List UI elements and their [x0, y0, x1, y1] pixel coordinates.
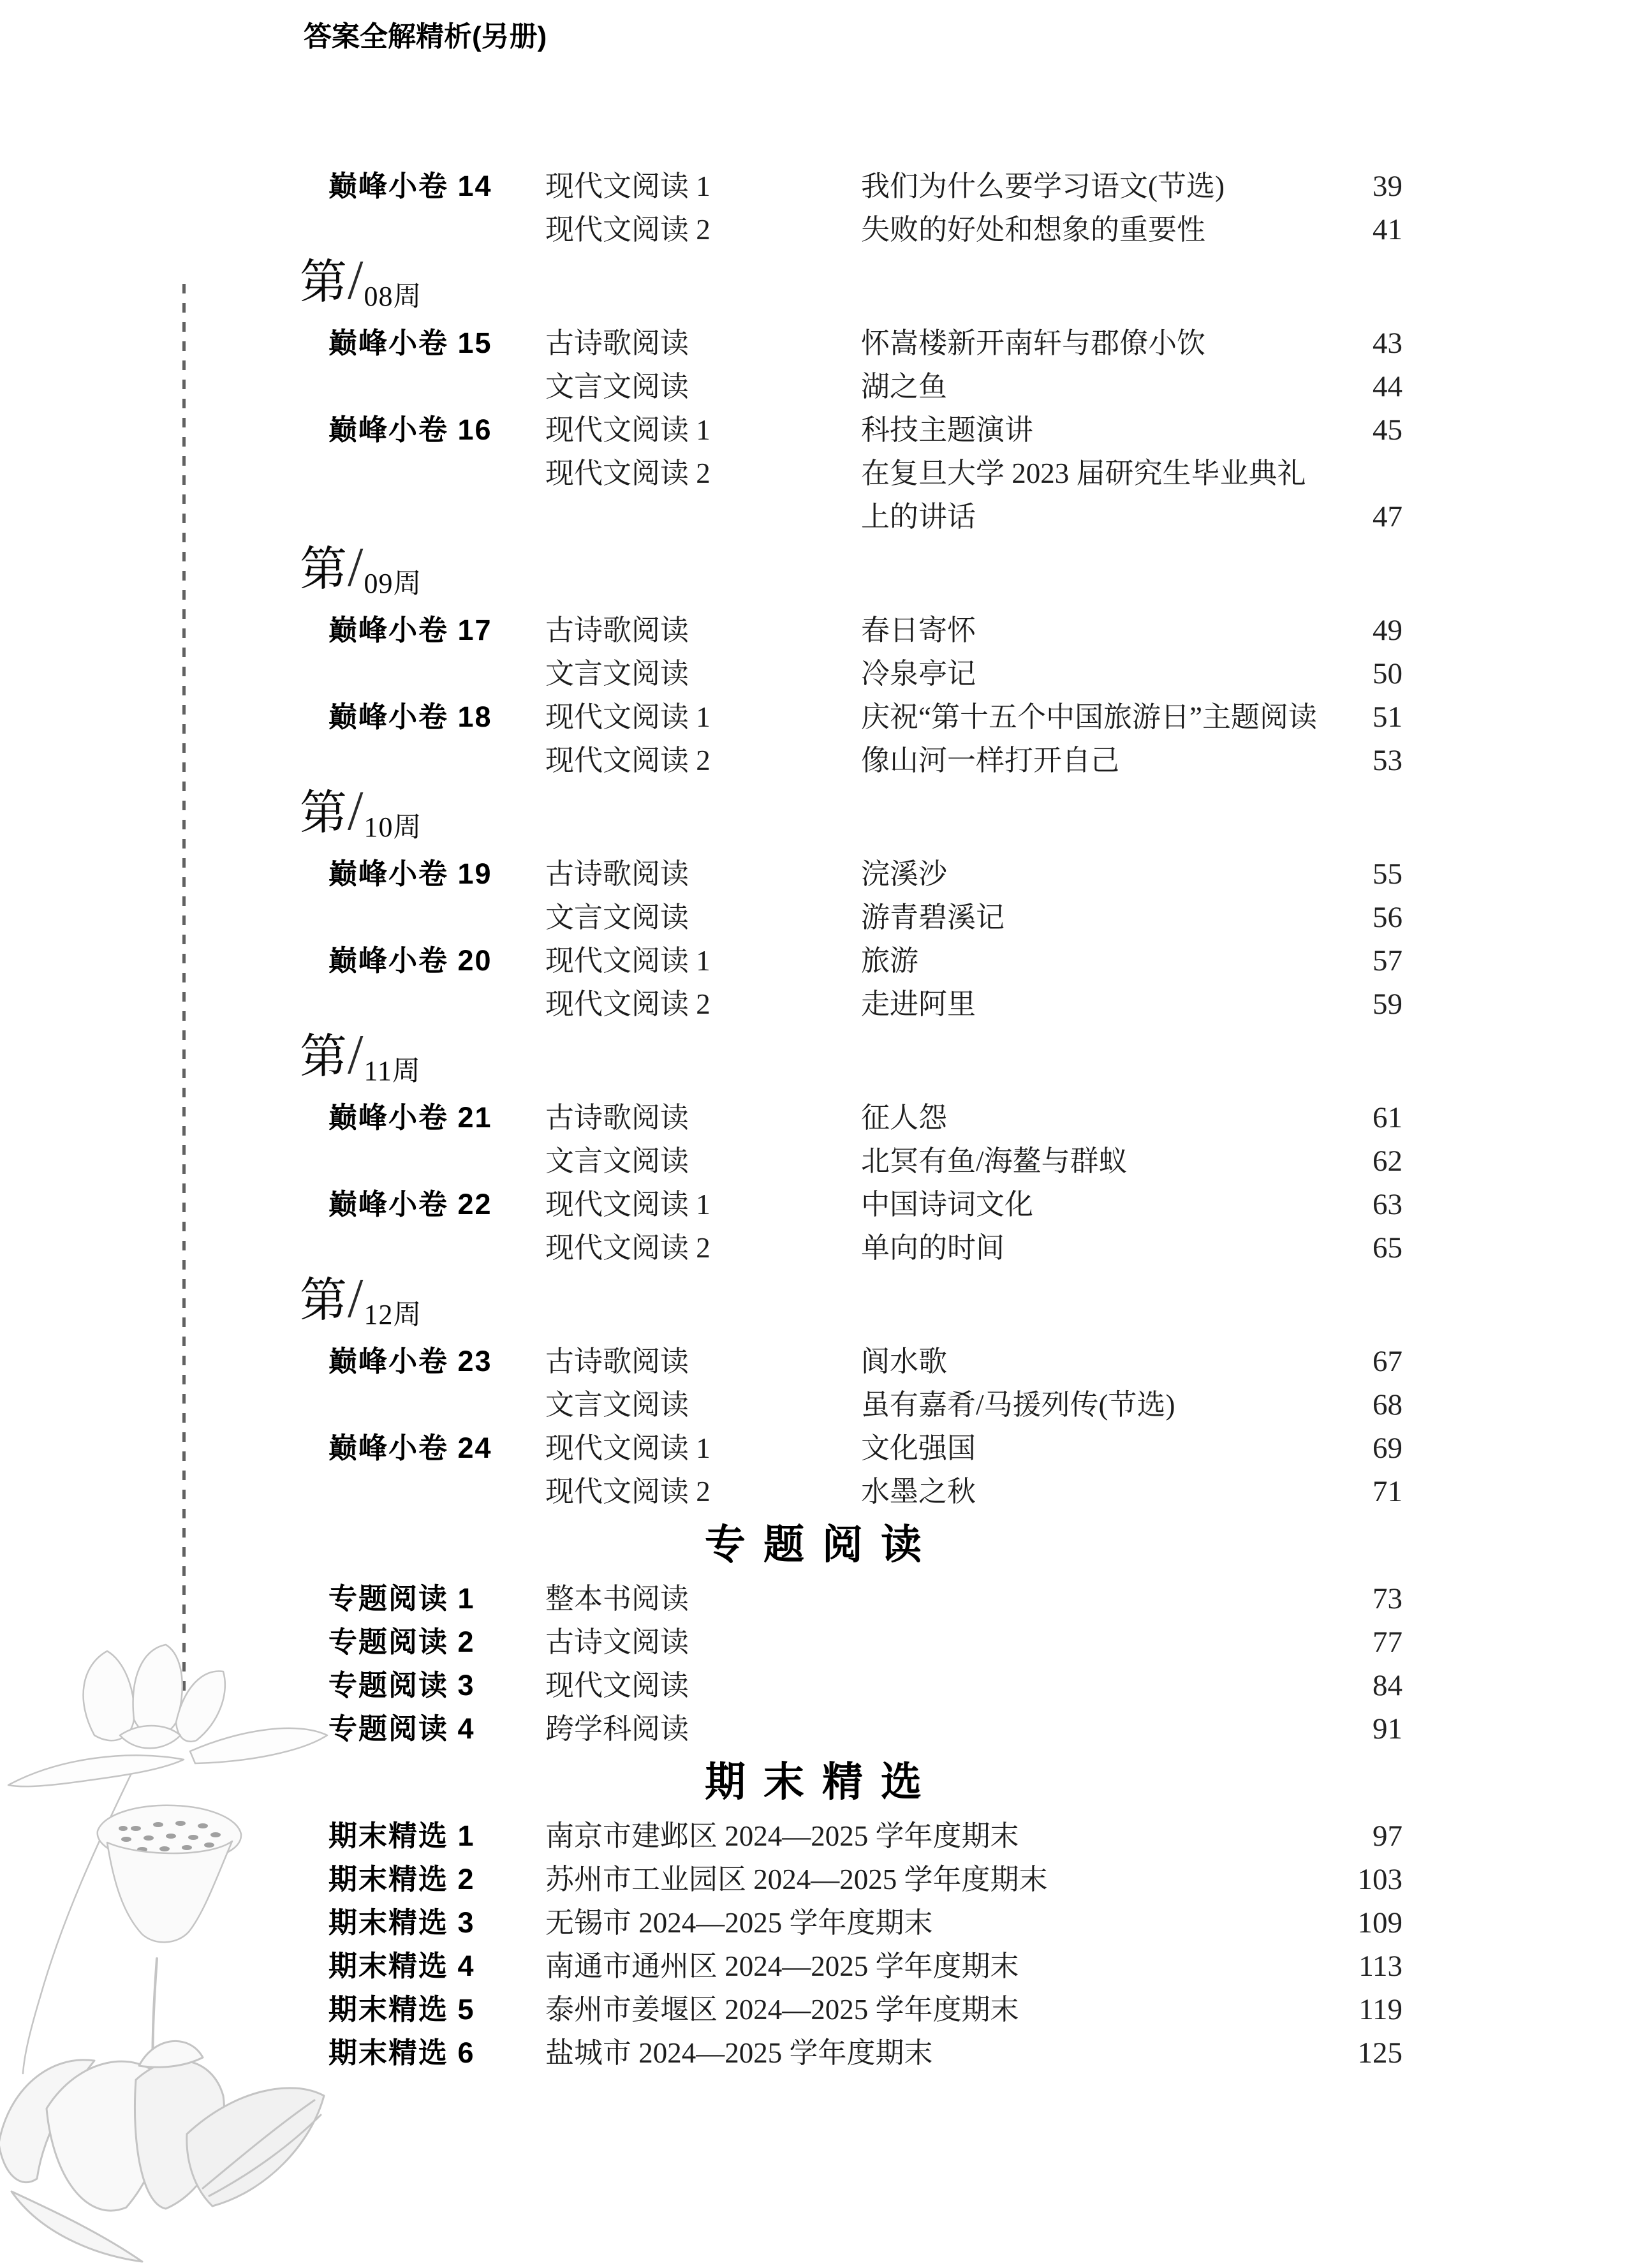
toc-list	[0, 165, 1627, 2075]
category-label: 古诗歌阅读	[545, 614, 689, 646]
toc-entry-row	[0, 1988, 1627, 2031]
title-text: 科技主题演讲	[861, 414, 1034, 446]
toc-entry-row	[0, 165, 1627, 208]
page-number: 53	[1373, 744, 1402, 777]
title-text: 在复旦大学 2023 届研究生毕业典礼	[861, 457, 1306, 489]
category-label: 南京市建邺区 2024—2025 学年度期末	[545, 1820, 1019, 1852]
volume-label: 巅峰小卷 15	[328, 327, 492, 359]
volume-label: 巅峰小卷 19	[328, 857, 492, 890]
page-number: 77	[1373, 1626, 1402, 1659]
page-number: 109	[1357, 1906, 1402, 1939]
toc-entry-row	[0, 1470, 1627, 1513]
page-number: 43	[1373, 327, 1402, 360]
volume-label: 巅峰小卷 18	[328, 700, 492, 733]
category-label: 现代文阅读 2	[545, 214, 710, 246]
toc-entry-row	[0, 695, 1627, 739]
week-marker	[0, 782, 1627, 852]
category-label: 现代文阅读 1	[545, 701, 710, 733]
week-marker	[0, 251, 1627, 322]
volume-label: 期末精选 6	[328, 2036, 475, 2069]
toc-entry-row	[0, 939, 1627, 982]
volume-label: 巅峰小卷 21	[328, 1101, 492, 1134]
week-number: 12周	[364, 1299, 422, 1330]
answer-booklet-note-text: 答案全解精析(另册)	[304, 21, 547, 52]
toc-entry-row	[0, 896, 1627, 939]
category-label: 现代文阅读 2	[545, 457, 710, 489]
toc-entry-row	[0, 452, 1627, 495]
title-text: 冷泉亭记	[861, 658, 976, 690]
page-number: 50	[1373, 657, 1402, 690]
title-text: 阆水歌	[861, 1345, 948, 1377]
category-label: 跨学科阅读	[545, 1713, 689, 1745]
title-text: 征人怨	[861, 1102, 948, 1134]
category-label: 古诗文阅读	[545, 1626, 689, 1658]
title-text: 怀嵩楼新开南轩与郡僚小饮	[861, 327, 1206, 359]
section-header-text: 期末精选	[705, 1760, 939, 1805]
title-text: 湖之鱼	[861, 371, 948, 403]
toc-entry-row	[0, 1577, 1627, 1620]
page-number: 84	[1373, 1669, 1402, 1702]
toc-entry-row	[0, 1664, 1627, 1707]
page-number: 67	[1373, 1345, 1402, 1378]
week-slash: /	[348, 249, 364, 311]
toc-entry-row	[0, 1945, 1627, 1988]
volume-label: 专题阅读 1	[328, 1582, 475, 1615]
week-slash: /	[348, 1024, 364, 1086]
page-number: 65	[1373, 1231, 1402, 1264]
page-number: 91	[1373, 1712, 1402, 1745]
page-number: 44	[1373, 370, 1402, 403]
title-text: 春日寄怀	[861, 614, 976, 646]
week-prefix: 第	[300, 1275, 347, 1327]
page-number: 68	[1373, 1388, 1402, 1421]
page-number: 69	[1373, 1432, 1402, 1465]
toc-entry-row	[0, 1707, 1627, 1751]
volume-label: 期末精选 1	[328, 1820, 475, 1852]
category-label: 文言文阅读	[545, 1145, 689, 1177]
title-text: 浣溪沙	[861, 858, 948, 890]
page-number: 103	[1357, 1863, 1402, 1896]
week-marker	[0, 1270, 1627, 1340]
toc-entry-row	[0, 982, 1627, 1026]
week-number: 10周	[364, 812, 422, 843]
category-label: 古诗歌阅读	[545, 1102, 689, 1134]
page-number: 45	[1373, 413, 1402, 447]
volume-label: 专题阅读 3	[328, 1669, 475, 1701]
toc-entry-row	[0, 208, 1627, 251]
toc-entry-row	[0, 852, 1627, 896]
category-label: 文言文阅读	[545, 658, 689, 690]
category-label: 现代文阅读 1	[545, 414, 710, 446]
toc-entry-row	[0, 1383, 1627, 1427]
category-label: 苏州市工业园区 2024—2025 学年度期末	[545, 1864, 1048, 1895]
volume-label: 巅峰小卷 17	[328, 614, 492, 646]
toc-entry-row	[0, 1901, 1627, 1945]
volume-label: 巅峰小卷 23	[328, 1345, 492, 1377]
category-label: 现代文阅读	[545, 1670, 689, 1701]
category-label: 文言文阅读	[545, 371, 689, 403]
page-number: 41	[1373, 213, 1402, 246]
volume-label: 期末精选 5	[328, 1993, 475, 2026]
section-header-text: 专题阅读	[705, 1522, 939, 1568]
category-label: 古诗歌阅读	[545, 858, 689, 890]
week-number: 08周	[364, 281, 422, 312]
toc-entry-row	[0, 739, 1627, 782]
page-number: 73	[1373, 1582, 1402, 1615]
title-text: 旅游	[861, 945, 919, 977]
page-number: 71	[1373, 1475, 1402, 1508]
page-number: 59	[1373, 988, 1402, 1021]
toc-entry-row	[0, 1226, 1627, 1270]
week-prefix: 第	[300, 544, 347, 596]
title-text: 虽有嘉肴/马援列传(节选)	[861, 1389, 1175, 1421]
category-label: 文言文阅读	[545, 1389, 689, 1421]
title-text: 文化强国	[861, 1432, 976, 1464]
week-slash: /	[348, 1268, 364, 1330]
page-number: 56	[1373, 901, 1402, 934]
category-label: 现代文阅读 1	[545, 1432, 710, 1464]
volume-label: 期末精选 2	[328, 1863, 475, 1895]
volume-label: 巅峰小卷 16	[328, 413, 492, 446]
category-label: 盐城市 2024—2025 学年度期末	[545, 2037, 933, 2069]
toc-entry-row	[0, 408, 1627, 452]
week-number: 09周	[364, 568, 422, 599]
category-label: 古诗歌阅读	[545, 327, 689, 359]
title-text: 上的讲话	[861, 501, 976, 533]
page-number: 63	[1373, 1188, 1402, 1221]
volume-label: 期末精选 4	[328, 1950, 475, 1982]
volume-label: 巅峰小卷 22	[328, 1188, 492, 1220]
category-label: 现代文阅读 2	[545, 745, 710, 776]
category-label: 古诗歌阅读	[545, 1345, 689, 1377]
category-label: 文言文阅读	[545, 901, 689, 933]
title-text: 中国诗词文化	[861, 1189, 1034, 1220]
category-label: 现代文阅读 1	[545, 1189, 710, 1220]
title-text: 像山河一样打开自己	[861, 745, 1120, 776]
week-slash: /	[348, 537, 364, 598]
toc-entry-row	[0, 495, 1627, 538]
toc-entry-row	[0, 1340, 1627, 1383]
page-number: 61	[1373, 1101, 1402, 1134]
page-number: 47	[1373, 500, 1402, 533]
toc-entry-row	[0, 1427, 1627, 1470]
title-text: 游青碧溪记	[861, 901, 1005, 933]
page-number: 125	[1357, 2036, 1402, 2070]
title-text: 失败的好处和想象的重要性	[861, 214, 1206, 246]
week-prefix: 第	[300, 256, 347, 309]
category-label: 现代文阅读 1	[545, 170, 710, 202]
title-text: 水墨之秋	[861, 1476, 976, 1508]
volume-label: 专题阅读 4	[328, 1712, 475, 1745]
title-text: 庆祝“第十五个中国旅游日”主题阅读	[861, 701, 1317, 733]
category-label: 现代文阅读 2	[545, 988, 710, 1020]
title-text: 单向的时间	[861, 1232, 1005, 1264]
toc-entry-row	[0, 2031, 1627, 2075]
page-number: 57	[1373, 944, 1402, 977]
page-number: 49	[1373, 614, 1402, 647]
week-prefix: 第	[300, 787, 347, 840]
week-slash: /	[348, 780, 364, 842]
volume-label: 期末精选 3	[328, 1906, 475, 1939]
answer-booklet-note	[0, 18, 1627, 56]
volume-label: 巅峰小卷 14	[328, 170, 492, 202]
section-header	[223, 1513, 1403, 1577]
category-label: 整本书阅读	[545, 1583, 689, 1615]
volume-label: 巅峰小卷 20	[328, 944, 492, 977]
title-text: 我们为什么要学习语文(节选)	[861, 170, 1225, 202]
page-number: 97	[1373, 1820, 1402, 1853]
toc-entry-row	[0, 1620, 1627, 1664]
page-number: 55	[1373, 857, 1402, 891]
category-label: 泰州市姜堰区 2024—2025 学年度期末	[545, 1994, 1019, 2026]
toc-entry-row	[0, 609, 1627, 652]
week-prefix: 第	[300, 1031, 347, 1083]
toc-entry-row	[0, 1183, 1627, 1226]
toc-entry-row	[0, 1814, 1627, 1858]
toc-entry-row	[0, 365, 1627, 408]
page-number: 39	[1373, 170, 1402, 203]
title-text: 走进阿里	[861, 988, 976, 1020]
section-header	[223, 1751, 1403, 1814]
category-label: 现代文阅读 1	[545, 945, 710, 977]
page-number: 119	[1358, 1993, 1402, 2026]
toc-entry-row	[0, 1096, 1627, 1139]
volume-label: 专题阅读 2	[328, 1626, 475, 1658]
category-label: 现代文阅读 2	[545, 1476, 710, 1508]
page-number: 51	[1373, 700, 1402, 734]
toc-entry-row	[0, 652, 1627, 695]
category-label: 无锡市 2024—2025 学年度期末	[545, 1907, 933, 1939]
toc-entry-row	[0, 322, 1627, 365]
toc-entry-row	[0, 1858, 1627, 1901]
page-number: 62	[1373, 1145, 1402, 1178]
category-label: 现代文阅读 2	[545, 1232, 710, 1264]
title-text: 北冥有鱼/海鳌与群蚁	[861, 1145, 1128, 1177]
page-number: 113	[1358, 1950, 1402, 1983]
week-number: 11周	[364, 1055, 421, 1086]
toc-entry-row	[0, 1139, 1627, 1183]
week-marker	[0, 1026, 1627, 1096]
volume-label: 巅峰小卷 24	[328, 1432, 492, 1464]
week-marker	[0, 538, 1627, 609]
category-label: 南通市通州区 2024—2025 学年度期末	[545, 1950, 1019, 1982]
